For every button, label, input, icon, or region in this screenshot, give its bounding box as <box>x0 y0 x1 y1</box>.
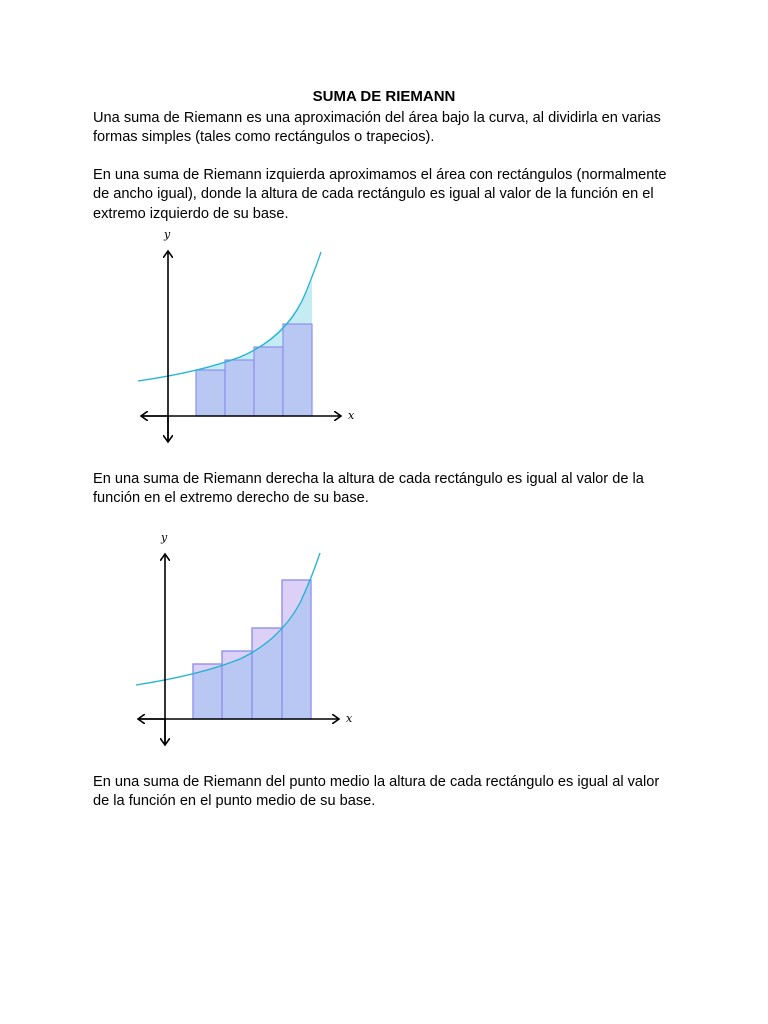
riemann-rectangle <box>225 360 254 416</box>
y-axis-label: y <box>161 531 168 544</box>
paragraph-midpoint-sum: En una suma de Riemann del punto medio la altura de cada rectángulo es igual al valor de la función en el punto medio de su base. <box>93 774 660 810</box>
x-axis-label: x <box>348 409 355 422</box>
right-riemann-sum-graph <box>0 525 768 755</box>
figure-left-riemann-sum <box>0 222 768 452</box>
figure-right-riemann-sum <box>0 525 768 755</box>
paragraph-intro: Una suma de Riemann es una aproximación del área bajo la curva, al dividirla en varias formas simples (tales como rectángulos o trapecios). <box>93 110 661 146</box>
paragraph-left-sum: En una suma de Riemann izquierda aproximamos el área con rectángulos (normalmente de ancho igual), donde la altura de cada rectángulo es igual al valor de la función en el extremo izquierdo de su base. <box>93 167 667 222</box>
page-title: SUMA DE RIEMANN <box>312 88 456 105</box>
x-axis-label: x <box>346 712 353 725</box>
riemann-rectangle <box>196 370 225 416</box>
left-riemann-sum-graph <box>0 222 768 452</box>
paragraph-right-sum: En una suma de Riemann derecha la altura de cada rectángulo es igual al valor de la función en el extremo derecho de su base. <box>93 471 644 507</box>
riemann-rectangle <box>283 324 312 416</box>
riemann-rectangle <box>254 347 283 416</box>
y-axis-label: y <box>164 228 171 241</box>
